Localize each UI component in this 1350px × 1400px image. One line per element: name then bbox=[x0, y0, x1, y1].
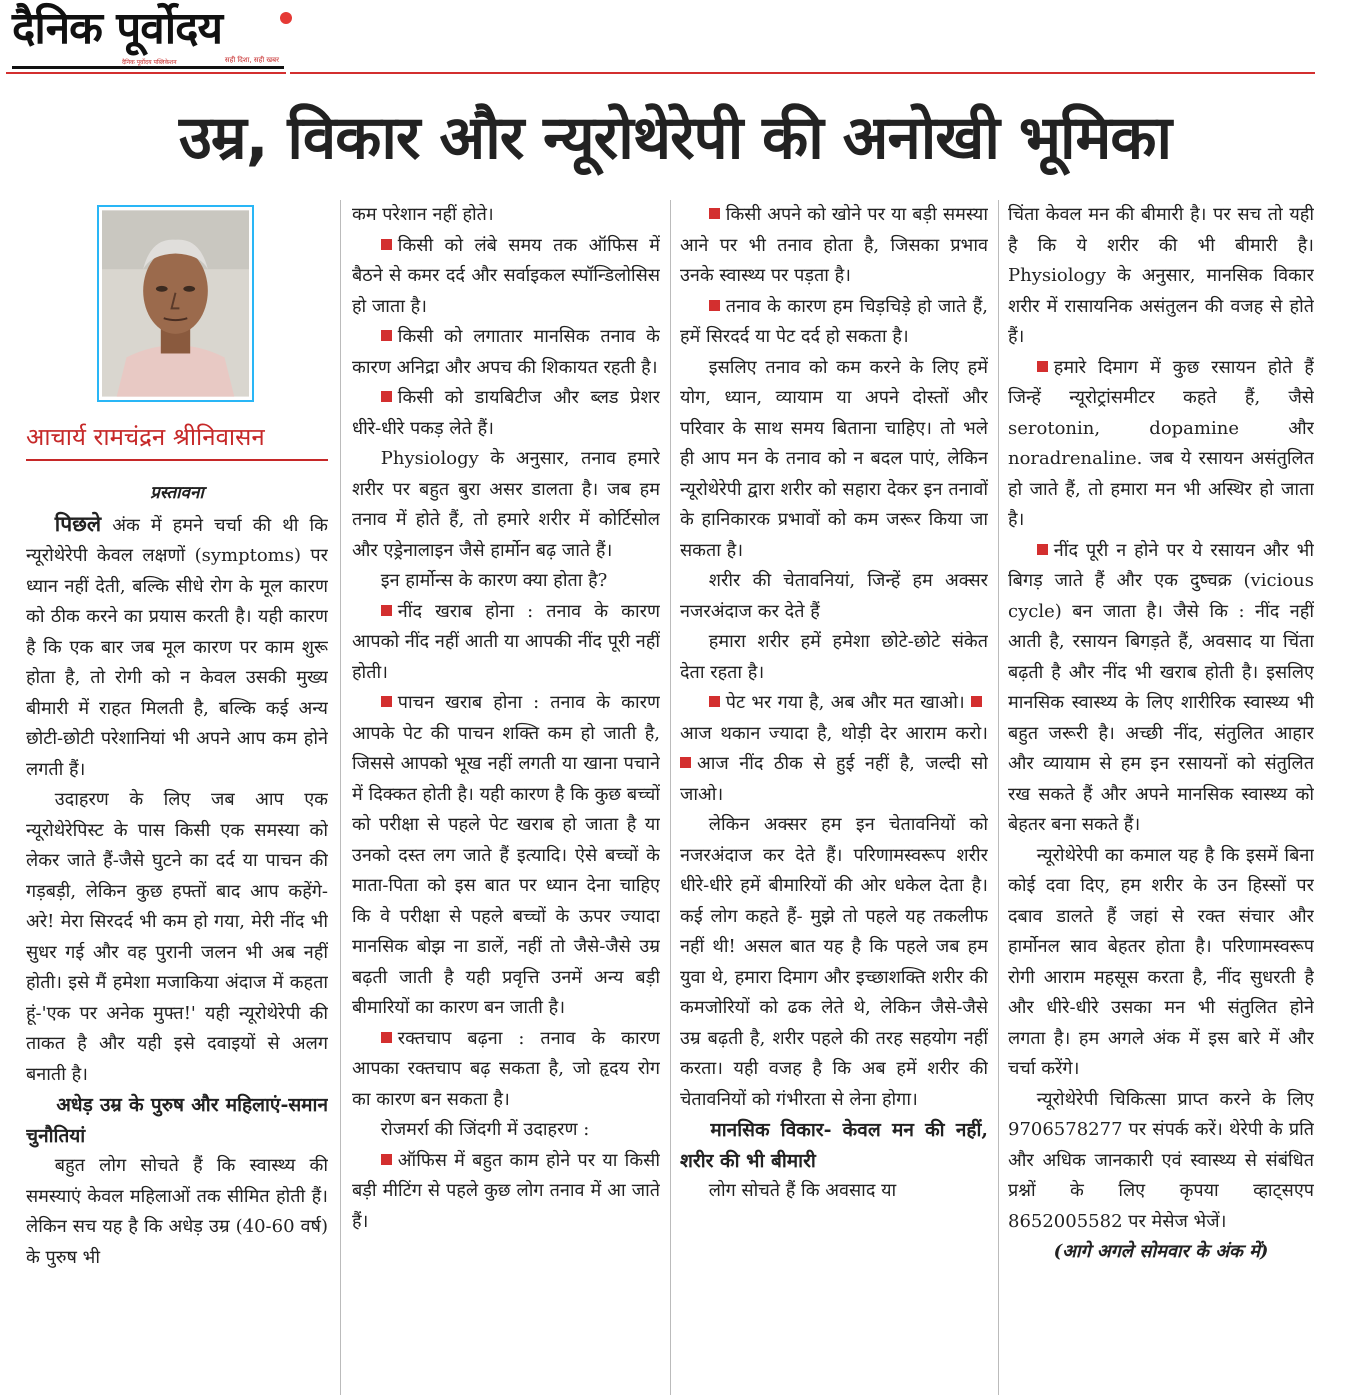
article-column-2 bbox=[352, 200, 660, 1398]
article-column-1 bbox=[26, 478, 328, 1398]
paragraph: लोग सोचते हैं कि अवसाद या bbox=[708, 1180, 897, 1201]
column-divider bbox=[340, 200, 341, 1395]
article-column-3 bbox=[680, 200, 988, 1398]
bullet-item: किसी को डायबिटीज और ब्लड प्रेशर धीरे-धीरे पकड़ लेते हैं। bbox=[352, 387, 660, 439]
bullet-square-icon bbox=[1037, 361, 1048, 372]
bullet-item: ऑफिस में बहुत काम होने पर या किसी बड़ी मीटिंग से पहले कुछ लोग तनाव में आ जाते हैं। bbox=[352, 1149, 660, 1232]
byline-rule bbox=[26, 459, 328, 461]
bullet-square-icon bbox=[709, 696, 720, 707]
bullet-item: रक्तचाप बढ़ना : तनाव के कारण आपका रक्तचाप बढ़ सकता है, जो हृदय रोग का कारण बन सकता है। bbox=[352, 1027, 660, 1110]
paragraph: न्यूरोथेरेपी का कमाल यह है कि इसमें बिना कोई दवा दिए, हम शरीर के उन हिस्सों पर दबाव डालते हैं जहां से रक्त संचार और हार्मोनल स्राव बेहतर होता है। परिणामस्वरूप रोगी आराम महसूस करता है, नींद सुधरती है और धीरे-धीरे उसका मन भी संतुलित होने लगता है। हम अगले अंक में इस बारे में और चर्चा करेंगे। bbox=[1008, 844, 1314, 1079]
paragraph: बहुत लोग सोचते हैं कि स्वास्थ्य की समस्याएं केवल महिलाओं तक सीमित होती हैं। लेकिन सच यह है कि अधेड़ उम्र (40-60 वर्ष) के पुरुष भी bbox=[26, 1155, 328, 1268]
section-heading-intro: प्रस्तावना bbox=[150, 483, 204, 503]
paragraph: इसलिए तनाव को कम करने के लिए हमें योग, ध्यान, व्यायाम या अपने दोस्तों और परिवार के साथ समय बिताना चाहिए। तो भले ही आप मन के तनाव को न बदल पाएं, लेकिन न्यूरोथेरेपी द्वारा शरीर को सहारा देकर इन तनावों के हानिकारक प्रभावों को कम जरूर किया जा सकता है। bbox=[680, 356, 988, 561]
bullet-item: किसी को लंबे समय तक ऑफिस में बैठने से कमर दर्द और सर्वाइकल स्पॉन्डिलोसिस हो जाता है। bbox=[352, 234, 660, 317]
bullet-square-icon bbox=[381, 239, 392, 250]
continued-note: (आगे अगले सोमवार के अंक में) bbox=[1053, 1241, 1269, 1262]
paragraph: उदाहरण के लिए जब आप एक न्यूरोथेरेपिस्ट के पास किसी एक समस्या को लेकर जाते हैं-जैसे घुटने का दर्द या पाचन की गड़बड़ी, लेकिन कुछ हफ्तों बाद आप कहेंगे- अरे! मेरा सिरदर्द भी कम हो गया, मेरी नींद भी सुधर गई और वह पुरानी जलन भी अब नहीं होती। इसे मैं हमेशा मजाकिया अंदाज में कहता हूं-'एक पर अनेक मुफ्त!' यही न्यूरोथेरेपी की ताकत है और यही इसे दवाइयों से अलग बनाती है। bbox=[26, 789, 328, 1085]
header-rule bbox=[290, 72, 1315, 74]
bullet-square-icon bbox=[381, 605, 392, 616]
bullet-item: पाचन खराब होना : तनाव के कारण आपके पेट की पाचन शक्ति कम हो जाती है, जिससे आपको भूख नहीं लगती या खाना पचाने में दिक्कत होती है। यही कारण है कि कुछ बच्चों को परीक्षा से पहले पेट खराब हो जाता है या उनको दस्त लग जाते हैं इत्यादि। ऐसे बच्चों के माता-पिता को इस बात पर ध्यान देना चाहिए कि वे परीक्षा से पहले बच्चों के ऊपर ज्यादा मानसिक बोझ ना डालें, नहीं तो जैसे-जैसे उम्र बढ़ती जाती है यही प्रवृत्ति उनमें अन्य बड़ी बीमारियों का कारण बन जाती है। bbox=[352, 692, 660, 1018]
masthead-title: दैनिक पूर्वोदय bbox=[12, 3, 223, 54]
bullet-square-icon bbox=[680, 757, 691, 768]
author-photo bbox=[97, 205, 254, 402]
author-name: आचार्य रामचंद्रन श्रीनिवासन bbox=[26, 423, 265, 451]
bullet-item: हमारे दिमाग में कुछ रसायन होते हैं जिन्हें न्यूरोट्रांसमीटर कहते हैं, जैसे serotonin, dopamine और noradrenaline. जब ये रसायन असंतुलित हो जाते हैं, तो हमारा मन भी अस्थिर हो जाता है। bbox=[1008, 356, 1314, 530]
bullet-item: नींद खराब होना : तनाव के कारण आपको नींद नहीं आती या आपकी नींद पूरी नहीं होती। bbox=[352, 600, 660, 683]
bullet-square-icon bbox=[709, 208, 720, 219]
bullet-square-icon bbox=[1037, 544, 1048, 555]
bullet-square-icon bbox=[381, 330, 392, 341]
masthead-publication: दैनिक पूर्वोदय पब्लिकेशन bbox=[122, 59, 177, 66]
masthead-rule bbox=[6, 72, 286, 74]
bullet-item: किसी अपने को खोने पर या बड़ी समस्या आने पर भी तनाव होता है, जिसका प्रभाव उनके स्वास्थ्य पर पड़ता है। bbox=[680, 204, 988, 286]
column-divider bbox=[670, 200, 671, 1395]
paragraph: लेकिन अक्सर हम इन चेतावनियों को नजरअंदाज कर देते हैं। परिणामस्वरूप शरीर धीरे-धीरे हमें बीमारियों की ओर धकेल देता है। कई लोग कहते हैं- मुझे तो पहले यह तकलीफ नहीं थी! असल बात यह है कि पहले जब हम युवा थे, हमारा दिमाग और इच्छाशक्ति शरीर की कमजोरियों को ढक लेते थे, लेकिन जैसे-जैसे उम्र बढ़ती है, शरीर पहले की तरह सहयोग नहीं करता। यही वजह है कि अब हमें शरीर की चेतावनियों को गंभीरता से लेना होगा। bbox=[680, 814, 988, 1110]
masthead-tagline: सही दिशा, सही खबर bbox=[224, 56, 279, 64]
paragraph: हमारा शरीर हमें हमेशा छोटे-छोटे संकेत देता रहता है। bbox=[680, 631, 988, 683]
section-heading: मानसिक विकार- केवल मन की नहीं, शरीर की भी बीमारी bbox=[680, 1119, 988, 1172]
bullet-item: नींद पूरी न होने पर ये रसायन और भी बिगड़ जाते हैं और एक दुष्चक्र (vicious cycle) बन जाता है। जैसे कि : नींद नहीं आती है, रसायन बिगड़ते हैं, अवसाद या चिंता बढ़ती है और नींद भी खराब होती है। इसलिए मानसिक स्वास्थ्य के लिए शारीरिक स्वास्थ्य भी बहुत जरूरी है। अच्छी नींद, संतुलित आहार और व्यायाम से हम इन रसायनों को संतुलित रख सकते हैं और अपने मानसिक स्वास्थ्य को बेहतर बना सकते हैं। bbox=[1008, 539, 1314, 835]
bullet-item: पेट भर गया है, अब और मत खाओ। आज थकान ज्यादा है, थोड़ी देर आराम करो। आज नींद ठीक से हुई नहीं है, जल्दी सो जाओ। bbox=[680, 692, 988, 805]
paragraph: इन हार्मोन्स के कारण क्या होता है? bbox=[380, 570, 608, 591]
bullet-square-icon bbox=[381, 1154, 392, 1165]
bullet-square-icon bbox=[381, 1032, 392, 1043]
bullet-item: किसी को लगातार मानसिक तनाव के कारण अनिद्रा और अपच की शिकायत रहती है। bbox=[352, 326, 660, 378]
paragraph: रोजमर्रा की जिंदगी में उदाहरण : bbox=[380, 1119, 590, 1140]
paragraph: पिछले अंक में हमने चर्चा की थी कि न्यूरोथेरेपी केवल लक्षणों (symptoms) पर ध्यान नहीं देती, बल्कि सीधे रोग के मूल कारण को ठीक करने का प्रयास करती है। यही कारण है कि एक बार जब मूल कारण पर काम शुरू होता है, तो रोगी को न केवल उसकी मुख्य बीमारी में राहत मिलती है, बल्कि कई अन्य छोटी-छोटी परेशानियां भी अपने आप कम होने लगती हैं। bbox=[26, 511, 328, 780]
paragraph: शरीर की चेतावनियां, जिन्हें हम अक्सर नजरअंदाज कर देते हैं bbox=[680, 570, 988, 622]
masthead-dot-icon bbox=[280, 12, 292, 24]
section-heading: अधेड़ उम्र के पुरुष और महिलाएं-समान चुनौतियां bbox=[26, 1094, 328, 1147]
contact-paragraph: न्यूरोथेरेपी चिकित्सा प्राप्त करने के लिए 9706578277 पर संपर्क करें। थेरेपी के प्रति और अधिक जानकारी एवं स्वास्थ्य से संबंधित प्रश्नों के लिए कृपया व्हाट्सएप 8652005582 पर मेसेज भेजें। bbox=[1008, 1088, 1314, 1232]
article-column-4 bbox=[1008, 200, 1314, 1398]
paragraph: कम परेशान नहीं होते। bbox=[352, 204, 494, 225]
article-headline: उम्र, विकार और न्यूरोथेरेपी की अनोखी भूमिका bbox=[178, 103, 1172, 173]
bullet-item: तनाव के कारण हम चिड़चिड़े हो जाते हैं, हमें सिरदर्द या पेट दर्द हो सकता है। bbox=[680, 295, 988, 347]
bullet-square-icon bbox=[971, 696, 982, 707]
bullet-square-icon bbox=[709, 300, 720, 311]
lead-word: पिछले bbox=[54, 511, 102, 536]
bullet-square-icon bbox=[381, 696, 392, 707]
author-portrait-icon bbox=[102, 210, 249, 397]
masthead bbox=[12, 4, 287, 72]
paragraph: Physiology के अनुसार, तनाव हमारे शरीर पर बहुत बुरा असर डालता है। जब हम तनाव में होते हैं, तो हमारे शरीर में कोर्टिसोल और एड्रेनालाइन जैसे हार्मोन बढ़ जाते हैं। bbox=[352, 448, 660, 561]
bullet-square-icon bbox=[381, 391, 392, 402]
paragraph: चिंता केवल मन की बीमारी है। पर सच तो यही है कि ये शरीर की भी बीमारी है। Physiology के अनुसार, मानसिक विकार शरीर में रासायनिक असंतुलन की वजह से होते हैं। bbox=[1008, 204, 1314, 347]
column-divider bbox=[998, 200, 999, 1395]
